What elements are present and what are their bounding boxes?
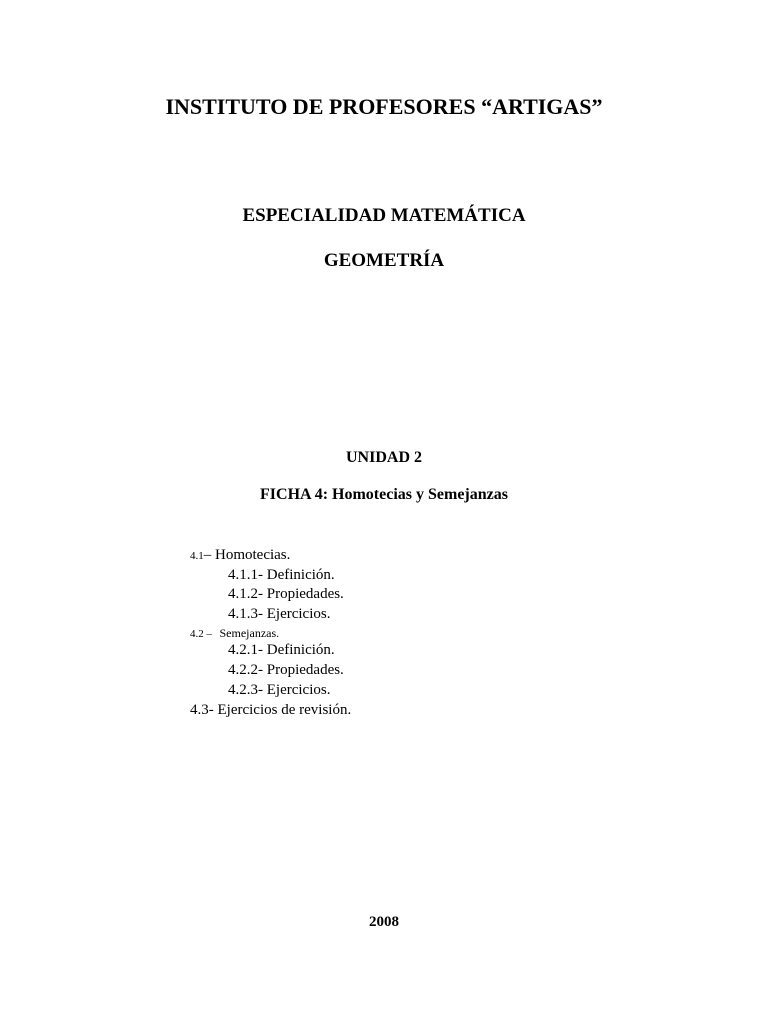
- specialty-heading: ESPECIALIDAD MATEMÁTICA: [242, 205, 526, 226]
- toc-item: 4.1.1- Definición.: [228, 567, 335, 583]
- publication-year: 2008: [369, 914, 399, 930]
- subject-heading: GEOMETRÍA: [323, 250, 445, 271]
- toc-section-label: – Homotecias.: [203, 547, 291, 563]
- toc-item: 4.2.3- Ejercicios.: [228, 682, 331, 698]
- toc-section-4-3: 4.3- Ejercicios de revisión.: [190, 702, 352, 718]
- toc-item: 4.2.1- Definición.: [228, 642, 335, 658]
- toc-section-label: Semejanzas.: [219, 626, 280, 640]
- toc-item: 4.1.2- Propiedades.: [228, 586, 344, 602]
- toc-section-number: 4.2 –: [190, 628, 212, 640]
- ficha-heading: FICHA 4: Homotecias y Semejanzas: [260, 486, 508, 503]
- toc-item: 4.2.2- Propiedades.: [228, 662, 344, 678]
- institution-title: INSTITUTO DE PROFESORES “ARTIGAS”: [165, 94, 603, 119]
- toc-section-number: 4.1: [190, 550, 204, 562]
- toc-item: 4.1.3- Ejercicios.: [228, 606, 331, 622]
- toc-section-4-1: [190, 546, 290, 565]
- unit-heading: UNIDAD 2: [346, 449, 422, 466]
